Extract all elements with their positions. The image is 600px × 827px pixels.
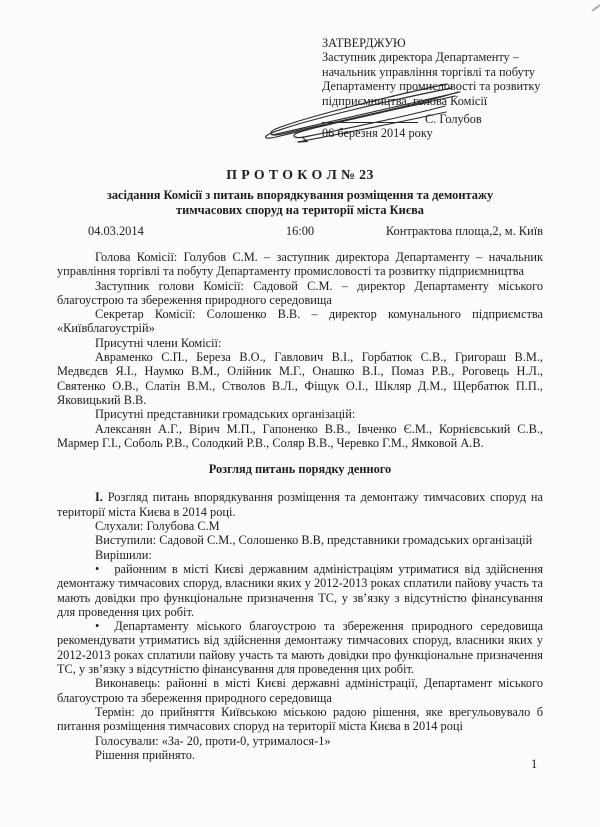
page-number: 1 [531,757,538,771]
agenda-item-text: Розгляд питань впорядкування розміщення та демонтажу тимчасових споруд на території міста Києва в 2014 році. [57,490,543,519]
term-line: Термін: до прийняття Київською міською радою рішення, яке врегульовувало б питання розміщення тимчасових споруд на території міста Києва в 2014 році [57,704,543,734]
bullet-icon: • [95,619,100,634]
scan-artifact [586,0,600,12]
title-block [0,167,600,217]
meeting-date: 04.03.2014 [88,224,144,238]
decided-label: Вирішили: [95,547,152,562]
paragraph-head-of-commission: Голова Комісії: Голубов С.М. – заступник директора Департаменту – начальник управління торгівлі та побуту Департаменту промисловості та розвитку підприємництва [57,250,543,279]
decision-bullet [57,619,543,676]
representatives-names: Алексанян А.Г., Вірич М.П., Гапоненко В.В., Івченко Є.М., Корнієвський С.В., Мармер Г.І., Соболь Р.В., Солодкий Р.В., Соляр В.В., Черевко Г.М., Ямковой А.В. [57,421,543,450]
executor-line: Виконавець: районні в місті Києві державні адміністрації, Департамент міського благоустрою та збереження природного середовища [57,676,543,705]
heard-line: Слухали: Голубова С.М [95,519,220,534]
approval-line: начальник управління торгівлі та побуту [322,64,535,79]
meeting-meta-row [57,224,543,239]
approval-line: підприємництва, голова Комісії [322,93,488,108]
decision-bullet-text: Департаменту міського благоустрою та збереження природного середовища рекомендувати утриматись від здійснення демонтажу тимчасових споруд, власники яких у 2012-2013 роках сплатили пайову участь та мають довідки про функціональне призначення ТС, у зв’язку з відсутністю фінансування для проведення цих робіт. [57,619,543,677]
approval-date: 06 березня 2014 року [322,126,433,141]
meeting-time: 16:00 [285,224,315,238]
document-subtitle: тимчасових споруд на території міста Києва [175,202,425,217]
approval-line: Департаменту промисловості та розвитку [322,79,541,94]
vote-line: Голосували: «За- 20, проти-0, утрималося-1» [95,733,331,748]
result-line: Рішення прийнято. [95,747,196,762]
decision-bullet-text: районним в місті Києві державним адміністраціям утриматися від здійснення демонтажу тимчасових споруд, власники яких у 2012-2013 роках сплатили пайову участь та мають довідки про функціональне призначення ТС, у зв’язку з відсутністю фінансування для проведення цих робіт. [57,561,543,619]
agenda-heading: Розгляд питань порядку денного [208,462,392,477]
representatives-heading: Присутні представники громадських організацій: [95,407,356,422]
members-heading: Присутні члени Комісії: [95,335,222,350]
agenda-item-intro [57,490,543,519]
signer-name: С. Голубов [425,112,482,127]
members-names: Авраменко С.П., Береза В.О., Гавлович В.І., Горбатюк С.В., Григораш В.М., Медвєдєв Я.І., Наумко В.М., Олійник М.Г., Онашко В.І., Помаз Р.В., Роговець Н.Л., Святенко О.В., Слатін В.М., Стволов В.Л., Фіщук О.І., Шкляр Д.М., Щербатюк П.П., Яковицький В.В. [57,350,543,407]
signature-blank-line [322,110,418,123]
approval-line: Заступник директора Департаменту – [322,50,519,65]
agenda-item-number: І. [95,490,103,505]
decision-bullet [57,562,543,619]
meeting-place: Контрактова площа,2, м. Київ [385,224,543,238]
paragraph-deputy-head: Заступник голови Комісії: Садовой С.М. – директор Департаменту міського благоустрою та збереження природного середовища [57,278,543,307]
document-body [57,250,543,762]
spoke-line: Виступили: Садовой С.М., Солошенко В.В, представники громадських організацій [95,533,533,548]
signature-row [322,110,562,126]
document-title: П Р О Т О К О Л № 23 [226,167,374,182]
paragraph-secretary: Секретар Комісії: Солошенко В.В. – директор комунального підприємства «Київблагоустрій» [57,307,543,336]
approval-block [322,36,562,141]
document-subtitle: засідання Комісії з питань впорядкування розміщення та демонтажу [106,188,494,202]
approval-stamp: ЗАТВЕРДЖУЮ [322,36,406,50]
bullet-icon: • [95,561,100,576]
